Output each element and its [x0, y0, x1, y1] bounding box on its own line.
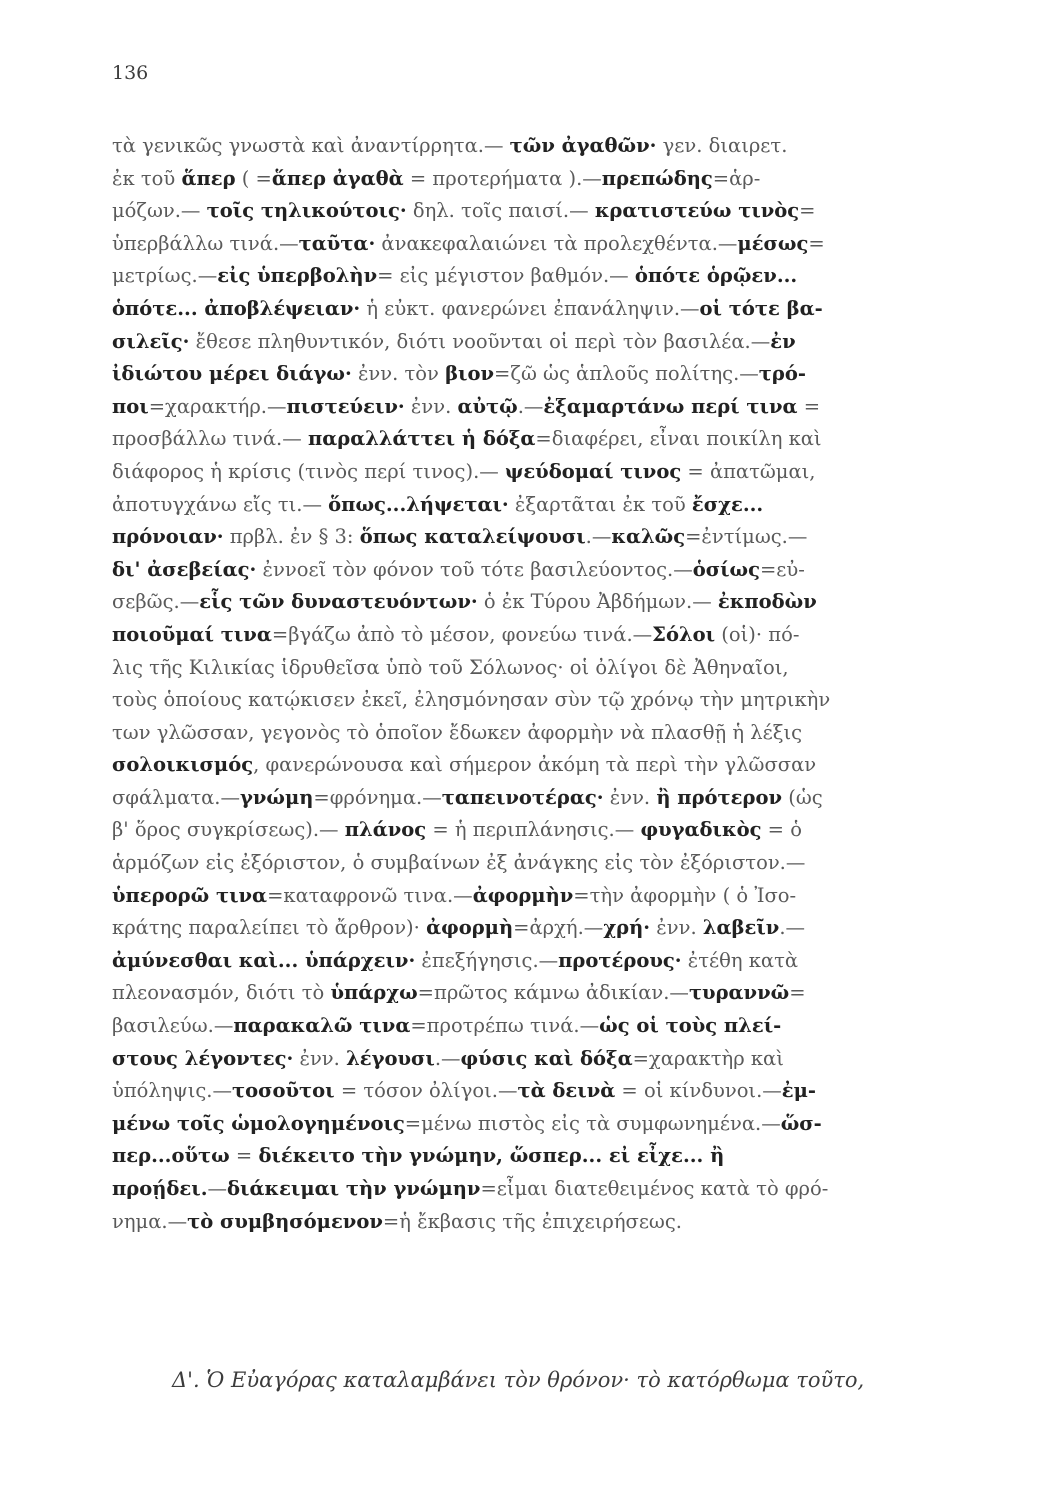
gloss-text: =εὐ-	[759, 557, 805, 581]
lemma-term: διάκειμαι τὴν γνώμην	[227, 1177, 481, 1200]
gloss-text: ὑπόληψις.—	[112, 1079, 233, 1103]
gloss-text: ὁ ἐκ Τύρου Ἀβδήμων.—	[477, 590, 718, 614]
lemma-term: ταπεινοτέρας·	[441, 785, 604, 809]
lemma-term: ὑπερορῶ τινα	[112, 883, 268, 907]
lemma-term: ἅπερ	[181, 166, 236, 190]
text-line	[112, 163, 982, 196]
lemma-term: ὥσ-	[780, 1111, 822, 1135]
text-line	[112, 619, 982, 652]
gloss-text: =προτρέπω τινά.—	[410, 1014, 600, 1038]
text-line	[112, 260, 982, 293]
gloss-text: ἐκ τοῦ	[112, 166, 182, 190]
lemma-term: τὸ συμβησόμενον	[187, 1209, 383, 1233]
lemma-term: προτέρους·	[558, 948, 682, 972]
gloss-text: —	[207, 1177, 228, 1200]
lemma-term: λέγουσι	[346, 1046, 435, 1070]
text-line	[112, 554, 982, 587]
lemma-term: φυγαδικὸς	[640, 818, 762, 842]
gloss-text: πρβλ. ἐν § 3:	[223, 525, 360, 549]
lemma-term: πρεπώδης	[601, 166, 713, 190]
gloss-text: βασιλεύω.—	[112, 1014, 234, 1038]
lemma-term: διέκειτο τὴν γνώμην, ὥσπερ... εἰ εἶχε... ἢ	[258, 1144, 725, 1168]
lemma-term: σιλεῖς·	[112, 329, 190, 353]
lemma-term: ὅπως...λήψεται·	[328, 492, 509, 516]
lemma-term: αὐτῷ	[457, 394, 518, 418]
gloss-text: =πρῶτος κάμνω ἀδικίαν.—	[417, 981, 689, 1005]
gloss-text: ἐνν.	[650, 916, 703, 940]
text-line	[112, 326, 982, 359]
gloss-text: , φανερώνουσα καὶ σήμερον ἀκόμη τὰ περὶ τὴν γλῶσσαν	[253, 753, 817, 777]
gloss-text: προσβάλλω τινά.—	[112, 427, 308, 451]
text-line	[112, 228, 982, 261]
gloss-text: ἐξαρτᾶται ἐκ τοῦ	[508, 492, 692, 516]
text-line	[112, 717, 982, 750]
text-line	[112, 456, 982, 489]
gloss-text: =μένω πιστὸς εἰς τὰ συμφωνημένα.—	[404, 1111, 781, 1135]
gloss-text: = ἡ περιπλάνησις.—	[426, 818, 641, 842]
lemma-term: ἀφορμὴν	[472, 883, 574, 907]
lemma-term: ὡς οἱ τοὺς πλεί-	[599, 1014, 782, 1038]
text-line	[112, 814, 982, 847]
lemma-term: ἢ πρότερον	[656, 785, 783, 809]
gloss-text: = εἰς μέγιστον βαθμόν.—	[377, 264, 635, 288]
lemma-term: τρό-	[758, 362, 806, 386]
lemma-term: τυραννῶ	[688, 981, 790, 1005]
gloss-text: ( =	[235, 166, 272, 190]
gloss-text: ἁρμόζων εἰς ἐξόριστον, ὁ συμβαίνων ἐξ ἀνάγκης εἰς τὸν ἐξόριστον.—	[112, 851, 806, 875]
text-line	[112, 423, 982, 456]
lemma-term: ψεύδομαί τινος	[504, 459, 682, 483]
gloss-text: =καταφρονῶ τινα.—	[267, 883, 473, 907]
text-line	[112, 358, 982, 391]
text-line	[112, 1206, 982, 1239]
lemma-term: ὅπως καταλείψουσι	[359, 525, 586, 549]
gloss-text: (ὡς	[782, 785, 823, 809]
lemma-term: εἷς τῶν δυναστευόντων·	[199, 590, 478, 614]
gloss-text: =τὴν ἀφορμὴν ( ὁ Ἰσο-	[573, 883, 797, 907]
lemma-term: κρατιστεύω τινὸς	[594, 199, 800, 223]
gloss-text: = τόσον ὀλίγοι.—	[334, 1079, 518, 1103]
text-line	[112, 749, 982, 782]
lemma-term: μέσως	[737, 231, 809, 255]
gloss-text: σφάλματα.—	[112, 785, 240, 809]
gloss-text: =εἶμαι διατεθειμένος κατὰ τὸ φρό-	[480, 1177, 829, 1200]
gloss-text: ἐνν.	[404, 394, 458, 418]
gloss-text: ὑπερβάλλω τινά.—	[112, 231, 299, 255]
lemma-term: ταῦτα·	[298, 231, 376, 255]
gloss-text: γεν. διαιρετ.	[656, 134, 788, 157]
gloss-text: σεβῶς.—	[112, 590, 200, 614]
text-line	[112, 684, 982, 717]
lemma-term: φύσις καὶ δόξα	[460, 1046, 633, 1070]
gloss-text: ἐνν.	[293, 1046, 347, 1070]
gloss-text: =ζῶ ὡς ἁπλοῦς πολίτης.—	[494, 362, 759, 386]
gloss-text: β' ὅρος συγκρίσεως).—	[112, 818, 345, 842]
gloss-text: =ἀρχή.—	[513, 916, 604, 940]
gloss-text: =ἡ ἔκβασις τῆς ἐπιχειρήσεως.	[382, 1209, 682, 1233]
gloss-text: ἀποτυγχάνω εἴς τι.—	[112, 492, 329, 516]
gloss-text: .—	[585, 525, 612, 549]
lemma-term: εἰς ὑπερβολὴν	[217, 264, 378, 288]
text-line	[112, 1108, 982, 1141]
gloss-text: μετρίως.—	[112, 264, 218, 288]
lemma-term: ποιοῦμαί τινα	[112, 622, 272, 646]
lemma-term: οἱ τότε βα-	[699, 296, 823, 320]
gloss-text: ἐπεξήγησις.—	[415, 948, 559, 972]
lemma-term: ἰδιώτου μέρει διάγω·	[112, 362, 352, 386]
lemma-term: ἐξαμαρτάνω περί τινα	[543, 394, 798, 418]
gloss-text: νημα.—	[112, 1209, 188, 1233]
lemma-term: καλῶς	[611, 525, 686, 549]
lemma-term: πιστεύειν·	[286, 394, 405, 418]
text-line	[112, 945, 982, 978]
text-line	[112, 880, 982, 913]
text-line	[112, 652, 982, 685]
gloss-text: ἐνν.	[603, 785, 657, 809]
gloss-text: των γλῶσσαν, γεγονὸς τὸ ὁποῖον ἔδωκεν ἀφορμὴν νὰ πλασθῇ ἡ λέξις	[112, 720, 803, 744]
text-line	[112, 391, 982, 424]
text-line	[112, 130, 982, 163]
lemma-term: ἅπερ ἀγαθὰ	[271, 166, 404, 190]
lemma-term: ἐμ-	[781, 1079, 817, 1103]
gloss-text: μόζων.—	[112, 199, 207, 223]
text-line	[112, 195, 982, 228]
gloss-text: =	[799, 199, 816, 223]
gloss-text: =διαφέρει, εἶναι ποικίλη καὶ	[535, 427, 822, 451]
gloss-text: =	[808, 231, 825, 255]
lemma-term: τῶν ἀγαθῶν·	[509, 134, 657, 157]
gloss-text: κράτης παραλείπει τὸ ἄρθρον)·	[112, 916, 427, 940]
lemma-term: ἀφορμὴ	[426, 916, 514, 940]
gloss-text: =	[789, 981, 806, 1005]
gloss-text: ἐννοεῖ τὸν φόνον τοῦ τότε βασιλεύοντος.—	[256, 557, 693, 581]
gloss-text: =χαρακτὴρ καὶ	[632, 1046, 784, 1070]
gloss-text: ἡ εὐκτ. φανερώνει ἐπανάληψιν.—	[360, 296, 700, 320]
gloss-text: =	[797, 394, 821, 418]
lemma-term: ὁπότε ὁρῷεν...	[634, 264, 798, 288]
gloss-text: ἐνν. τὸν	[351, 362, 446, 386]
gloss-text: .—	[434, 1046, 461, 1070]
gloss-text: ἔθεσε πληθυντικόν, διότι νοοῦνται οἱ περὶ τὸν βασιλέα.—	[189, 329, 771, 353]
gloss-text: =βγάζω ἀπὸ τὸ μέσον, φονεύω τινά.—	[271, 622, 653, 646]
lemma-term: βιον	[445, 362, 495, 386]
gloss-text: = ὁ	[761, 818, 802, 842]
lemma-term: μένω τοῖς ὡμολογημένοις	[112, 1111, 405, 1135]
text-line	[112, 1075, 982, 1108]
gloss-text: (οἱ)· πό-	[715, 622, 800, 646]
gloss-text: =φρόνημα.—	[313, 785, 442, 809]
text-line	[112, 1173, 982, 1206]
lemma-term: γνώμη	[240, 785, 314, 809]
gloss-text: =χαρακτήρ.—	[148, 394, 287, 418]
text-line	[112, 977, 982, 1010]
lemma-term: τοῖς τηλικούτοις·	[206, 199, 407, 223]
gloss-text: = οἱ κίνδυνοι.—	[615, 1079, 782, 1103]
lemma-term: τοσοῦτοι	[232, 1079, 335, 1103]
lemma-term: ὁσίως	[692, 557, 760, 581]
lemma-term: ὁπότε... ἀποβλέψειαν·	[112, 296, 361, 320]
section-heading-line: Δ'. Ὁ Εὐαγόρας καταλαμβάνει τὸν θρόνον· τὸ κατόρθωμα τοῦτο,	[172, 1368, 865, 1392]
lemma-term: τὰ δεινὰ	[517, 1079, 616, 1103]
gloss-text: =ἐντίμως.—	[685, 525, 808, 549]
text-line	[112, 586, 982, 619]
gloss-text: ἐτέθη κατὰ	[681, 948, 799, 972]
gloss-text: δηλ. τοῖς παισί.—	[406, 199, 595, 223]
lemma-term: παρακαλῶ τινα	[233, 1014, 411, 1038]
lemma-term: πλάνος	[344, 818, 427, 842]
lemma-term: ἐν	[770, 329, 796, 353]
text-line	[112, 782, 982, 815]
text-line	[112, 521, 982, 554]
text-line	[112, 1010, 982, 1043]
page-number: 136	[112, 62, 149, 84]
commentary-text	[112, 130, 982, 1238]
text-line	[112, 1043, 982, 1076]
lemma-term: στους λέγοντες·	[112, 1046, 294, 1070]
lemma-term: σολοικισμός	[112, 753, 254, 777]
gloss-text: ἀνακεφαλαιώνει τὰ προλεχθέντα.—	[375, 231, 738, 255]
gloss-text: =	[229, 1144, 259, 1168]
lemma-term: προῄδει.	[112, 1177, 208, 1200]
gloss-text: .—	[779, 916, 806, 940]
lemma-term: χρή·	[603, 916, 651, 940]
gloss-text: = ἀπατῶμαι,	[681, 459, 816, 483]
lemma-term: ἀμύνεσθαι καὶ... ὑπάρχειν·	[112, 948, 416, 972]
gloss-text: τοὺς ὁποίους κατῴκισεν ἐκεῖ, ἐλησμόνησαν σὺν τῷ χρόνῳ τὴν μητρικὴν	[112, 688, 831, 712]
text-line	[112, 489, 982, 522]
gloss-text: λις τῆς Κιλικίας ἱδρυθεῖσα ὑπὸ τοῦ Σόλωνος· οἱ ὀλίγοι δὲ Ἀθηναῖοι,	[112, 655, 789, 679]
text-line	[112, 847, 982, 880]
text-line	[112, 293, 982, 326]
lemma-term: περ...οὕτω	[112, 1144, 230, 1168]
gloss-text: τὰ γενικῶς γνωστὰ καὶ ἀναντίρρητα.—	[112, 134, 510, 157]
gloss-text: =ἁρ-	[712, 166, 761, 190]
lemma-term: παραλλάττει ἡ δόξα	[307, 427, 536, 451]
gloss-text: διάφορος ἡ κρίσις (τινὸς περί τινος).—	[112, 459, 505, 483]
lemma-term: ὑπάρχω	[330, 981, 418, 1005]
lemma-term: ποι	[112, 394, 149, 418]
text-line	[112, 912, 982, 945]
lemma-term: ἐκποδὼν	[717, 590, 817, 614]
text-line	[112, 1140, 982, 1173]
lemma-term: ἔσχε...	[691, 492, 764, 516]
lemma-term: Σόλοι	[652, 622, 716, 646]
gloss-text: .—	[517, 394, 544, 418]
lemma-term: δι' ἀσεβείας·	[112, 557, 257, 581]
lemma-term: πρόνοιαν·	[112, 525, 224, 549]
gloss-text: = προτερήματα ).—	[403, 166, 602, 190]
lemma-term: λαβεῖν	[702, 916, 780, 940]
gloss-text: πλεονασμόν, διότι τὸ	[112, 981, 331, 1005]
